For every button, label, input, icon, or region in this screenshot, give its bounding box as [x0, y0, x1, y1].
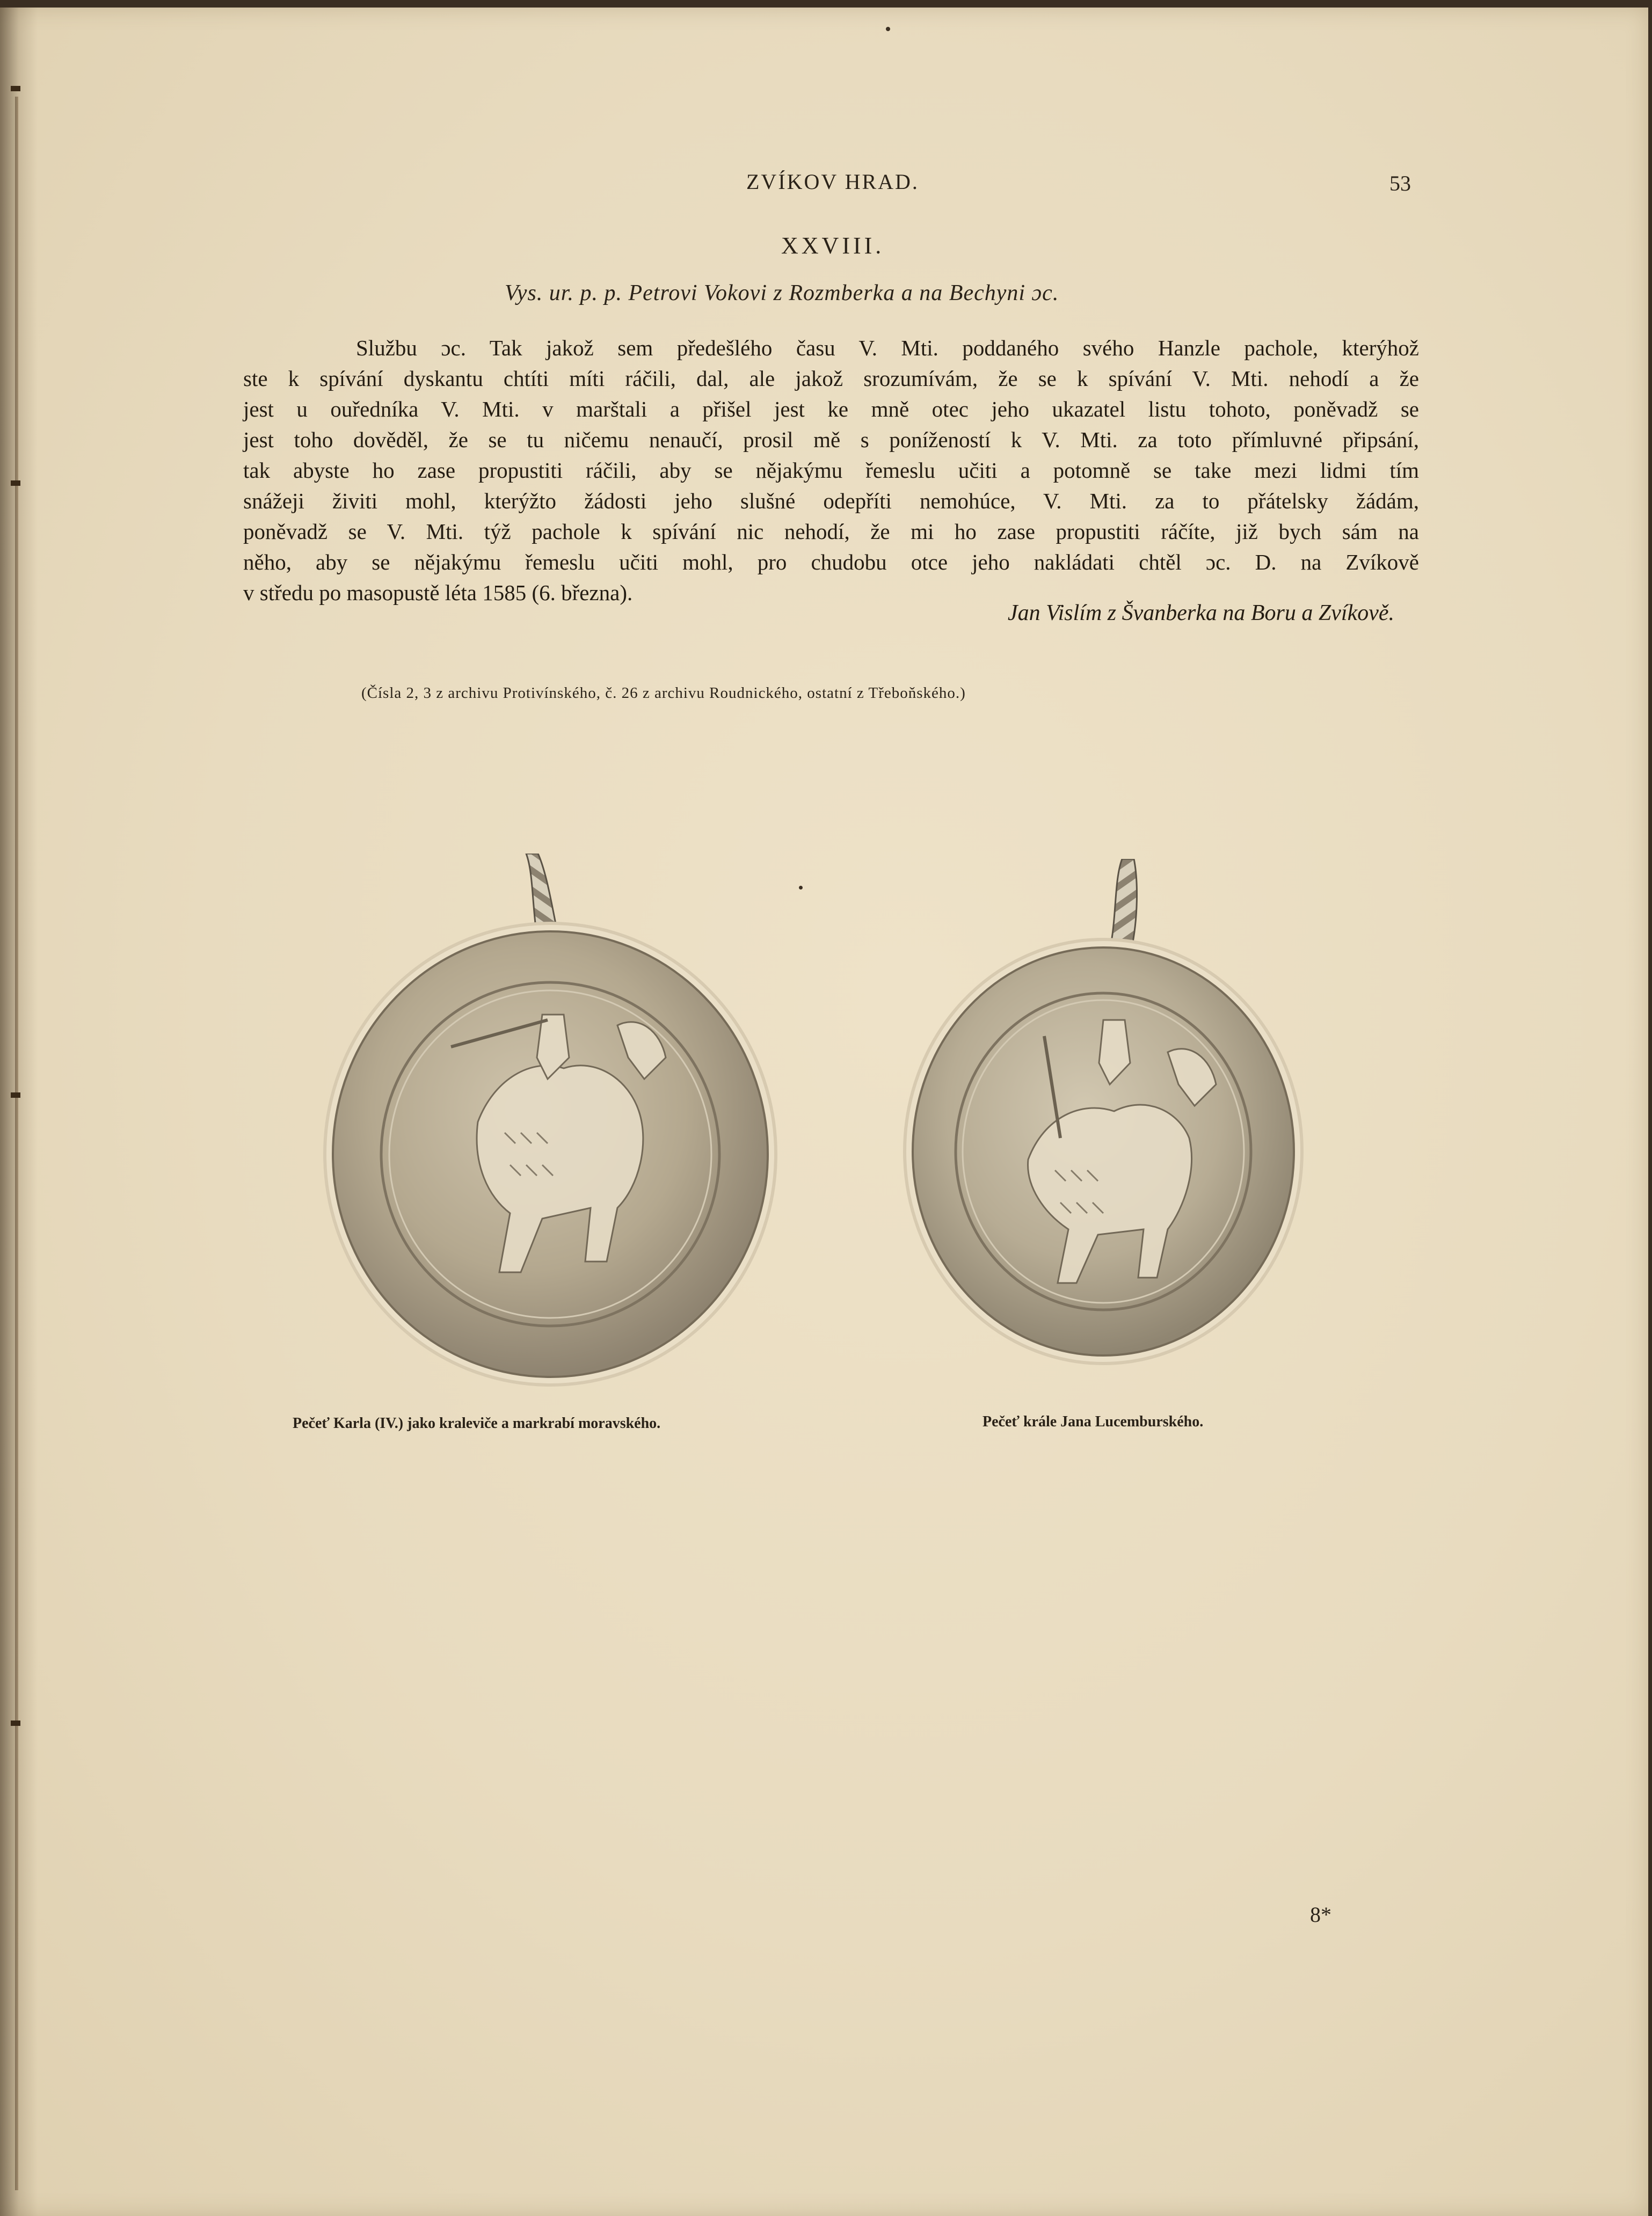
letter-line: jest u ouředníka V. Mti. v marštali a přišel jest ke mně otec jeho ukazatel listu tohoto, poněvadž se: [243, 397, 1419, 421]
letter-line: Službu ɔc. Tak jakož sem předešlého času V. Mti. poddaného svého Hanzle pachole, kterýhož: [356, 336, 1419, 360]
seal-john-image: [899, 859, 1307, 1374]
binding-mark: [11, 1092, 20, 1098]
letter-line: něho, aby se nějakýmu řemeslu učiti mohl, pro chudobu otce jeho nakládati chtěl ɔc. D. na Zvíkově: [243, 550, 1419, 574]
letter-line: tak abyste ho zase propustiti ráčili, aby se nějakýmu řemeslu učiti a potomně se take mezi lidmi tím: [243, 458, 1419, 483]
printer-signature-mark: 8*: [1310, 1902, 1331, 1927]
letter-line: snážeji živiti mohl, kterýžto žádosti jeho slušné odepříti nemohúce, V. Mti. za to přátelsky žádám,: [243, 489, 1419, 513]
seal-charles-image: [317, 854, 784, 1390]
letter-line: poněvadž se V. Mti. týž pachole k spívání nic nehodí, že mi ho zase propustiti ráčíte, již bych sám na: [243, 519, 1419, 544]
figure-caption-right: Pečeť krále Jana Lucemburského.: [983, 1413, 1204, 1430]
binding-mark: [11, 86, 20, 91]
source-note: (Čísla 2, 3 z archivu Protivínského, č. 26 z archivu Roudnického, ostatní z Třeboňského.): [361, 684, 966, 702]
paper-speck: [886, 27, 890, 31]
figure-caption-left: Pečeť Karla (IV.) jako kraleviče a markrabí moravského.: [293, 1415, 661, 1432]
running-head: ZVÍKOV HRAD.: [746, 170, 919, 194]
letter-signature: Jan Vislím z Švanberka na Boru a Zvíkově.: [1007, 601, 1394, 625]
letter-body: [243, 333, 1419, 608]
binding-mark: [11, 1721, 20, 1726]
paper-speck: [799, 886, 803, 890]
letter-line: ste k spívání dyskantu chtíti míti ráčili, dal, ale jakož srozumívám, že se k spívání V. Mti. nehodí a že: [243, 366, 1419, 391]
letter-line: v středu po masopustě léta 1585 (6. března).: [243, 580, 633, 605]
addressee-line: Vys. ur. p. p. Petrovi Vokovi z Rozmberka a na Bechyni ɔc.: [505, 281, 1059, 305]
spine-shadow: [0, 8, 38, 2216]
page-number: 53: [1389, 171, 1411, 195]
spine-edge: [15, 97, 18, 2190]
letter-line: jest toho dověděl, že se tu ničemu nenaučí, prosil mě s ponížeností k V. Mti. za toto přímluvné připsání,: [243, 427, 1419, 452]
binding-mark: [11, 480, 20, 486]
section-number: XXVIII.: [781, 232, 885, 259]
